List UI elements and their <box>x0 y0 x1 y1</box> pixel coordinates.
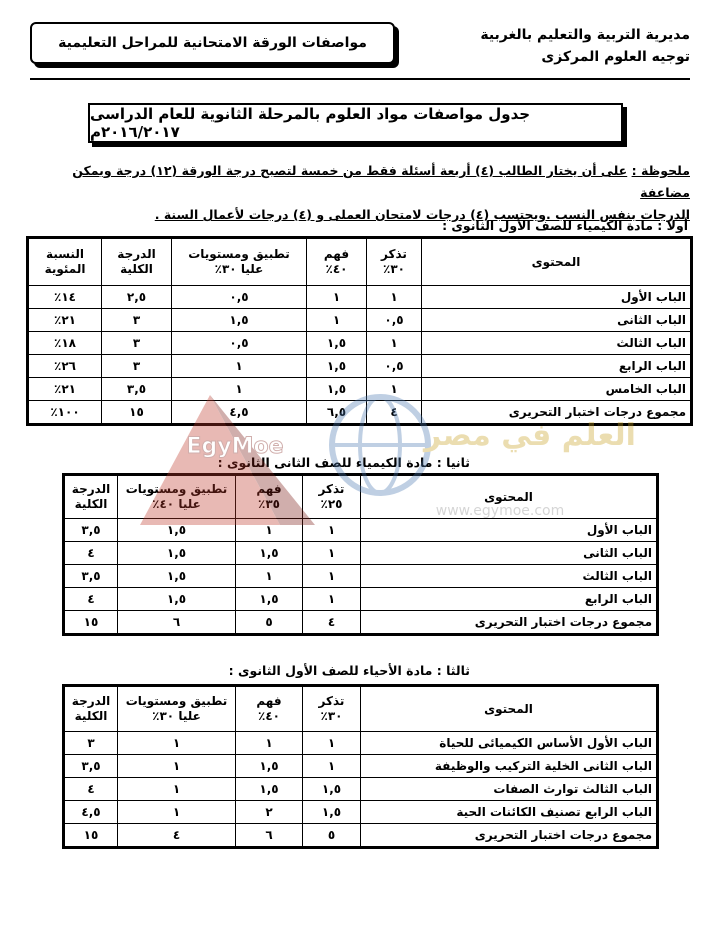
section3-title: ثالثا : مادة الأحياء للصف الأول الثانوى : <box>228 663 470 678</box>
table-row: الباب الثالث ١ ١,٥ ٠,٥ ٣ ١٨٪ <box>28 332 692 355</box>
table-row: الباب الخامس ١ ١,٥ ١ ٣,٥ ٢١٪ <box>28 378 692 401</box>
table-row: الباب الثانى ٠,٥ ١ ١,٥ ٣ ٢١٪ <box>28 309 692 332</box>
col-content: المحتوى <box>361 475 658 519</box>
section2-title: ثانيا : مادة الكيمياء للصف الثانى الثانوى : <box>217 455 470 470</box>
header-spec-box <box>30 22 395 64</box>
col-total: الدرجة الكلية <box>64 686 118 732</box>
col-apply: تطبيق ومستويات عليا ٣٠٪ <box>172 238 307 286</box>
table-row: الباب الثانى الخلية التركيب والوظيفة ١ ١,٥ ١ ٣,٥ <box>64 755 658 778</box>
col-understand: فهم ٣٥٪ <box>236 475 303 519</box>
col-recall: تذكر ٣٠٪ <box>367 238 422 286</box>
header-directorate <box>480 24 690 68</box>
col-understand: فهم ٤٠٪ <box>236 686 303 732</box>
col-recall: تذكر ٢٥٪ <box>303 475 361 519</box>
col-content: المحتوى <box>422 238 692 286</box>
table-header-row <box>28 238 692 286</box>
table-total-row: مجموع درجات اختبار التحريرى ٤ ٥ ٦ ١٥ <box>64 611 658 635</box>
table-row: الباب الأول ١ ١ ٠,٥ ٢,٥ ١٤٪ <box>28 286 692 309</box>
col-total: الدرجة الكلية <box>102 238 172 286</box>
table-row: الباب الرابع ١ ١,٥ ١,٥ ٤ <box>64 588 658 611</box>
table-header-row <box>64 686 658 732</box>
table-total-row: مجموع درجات اختبار التحريرى ٤ ٦,٥ ٤,٥ ١٥ ١٠٠٪ <box>28 401 692 425</box>
col-understand: فهم ٤٠٪ <box>307 238 367 286</box>
note-label: ملحوظة : <box>631 163 690 178</box>
section1-title: أولا : مادة الكيمياء للصف الأول الثانوى : <box>442 218 688 233</box>
table-row: الباب الأول الأساس الكيميائى للحياة ١ ١ ١ ٣ <box>64 732 658 755</box>
table-row: الباب الأول ١ ١ ١,٥ ٣,٥ <box>64 519 658 542</box>
col-recall: تذكر ٣٠٪ <box>303 686 361 732</box>
section1-table <box>26 236 693 426</box>
note-line-1: على أن يختار الطالب (٤) أربعة أسئلة فقط من خمسة لتصبح درجة الورقة (١٢) درجة ويمكن مضاعفة <box>72 163 690 200</box>
col-apply: تطبيق ومستويات عليا ٣٠٪ <box>118 686 236 732</box>
directorate-name: مديرية التربية والتعليم بالغربية <box>480 27 690 43</box>
document-title-box <box>88 103 623 143</box>
header-divider <box>30 78 690 80</box>
col-content: المحتوى <box>361 686 658 732</box>
watermark-arabic: العلم في مصر <box>424 418 636 453</box>
table-row: الباب الرابع تصنيف الكائنات الحية ١,٥ ٢ ١ ٤,٥ <box>64 801 658 824</box>
header-spec-title: مواصفات الورقة الامتحانية للمراحل التعليمية <box>58 35 367 51</box>
section3-table <box>62 684 659 849</box>
table-total-row: مجموع درجات اختبار التحريرى ٥ ٦ ٤ ١٥ <box>64 824 658 848</box>
note-line-2: الدرجات بنفس النسب .ويحتسب (٤) درجات لامتحان العملى و (٤) درجات لأعمال السنة . <box>154 207 690 222</box>
table-header-row <box>64 475 658 519</box>
department-name: توجيه العلوم المركزى <box>541 49 690 65</box>
watermark-url: www.egymoe.com <box>435 503 565 519</box>
table-row: الباب الثالث ١ ١ ١,٥ ٣,٥ <box>64 565 658 588</box>
col-percent: النسبة المئوية <box>28 238 102 286</box>
table-row: الباب الثانى ١ ١,٥ ١,٥ ٤ <box>64 542 658 565</box>
table-row: الباب الرابع ٠,٥ ١,٥ ١ ٣ ٢٦٪ <box>28 355 692 378</box>
watermark-brand: EgyMoe <box>186 434 284 459</box>
section2-table <box>62 473 659 636</box>
note-block <box>40 160 690 226</box>
col-apply: تطبيق ومستويات عليا ٤٠٪ <box>118 475 236 519</box>
document-title: جدول مواصفات مواد العلوم بالمرحلة الثانوية للعام الدراسى ٢٠١٦/٢٠١٧م <box>90 105 531 141</box>
col-total: الدرجة الكلية <box>64 475 118 519</box>
table-row: الباب الثالث توارث الصفات ١,٥ ١,٥ ١ ٤ <box>64 778 658 801</box>
